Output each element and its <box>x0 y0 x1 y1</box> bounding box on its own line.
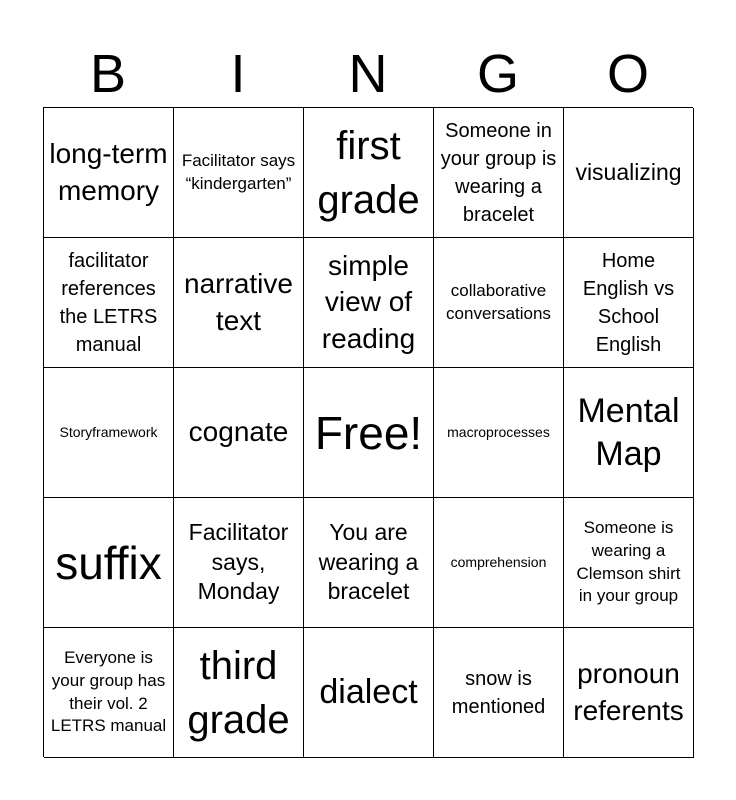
bingo-cell[interactable]: dialect <box>304 628 434 758</box>
bingo-cell[interactable]: Mental Map <box>564 368 694 498</box>
bingo-cell[interactable]: pronoun referents <box>564 628 694 758</box>
bingo-cell[interactable]: third grade <box>174 628 304 758</box>
bingo-cell[interactable]: You are wearing a bracelet <box>304 498 434 628</box>
bingo-board <box>43 107 693 757</box>
header-letter-b: B <box>89 44 127 104</box>
bingo-cell[interactable]: visualizing <box>564 108 694 238</box>
header-letter-g: G <box>476 44 519 104</box>
bingo-cell[interactable]: Home English vs School English <box>564 238 694 368</box>
bingo-cell[interactable]: first grade <box>304 108 434 238</box>
bingo-cell[interactable]: cognate <box>174 368 304 498</box>
bingo-cell[interactable]: Facilitator says, Monday <box>174 498 304 628</box>
bingo-cell[interactable]: Storyframework <box>44 368 174 498</box>
bingo-cell[interactable]: suffix <box>44 498 174 628</box>
bingo-cell[interactable]: Someone is wearing a Clemson shirt in your group <box>564 498 694 628</box>
bingo-cell[interactable]: simple view of reading <box>304 238 434 368</box>
bingo-cell[interactable]: comprehension <box>434 498 564 628</box>
bingo-cell[interactable]: collaborative conversations <box>434 238 564 368</box>
bingo-header <box>43 44 693 104</box>
bingo-cell[interactable]: snow is mentioned <box>434 628 564 758</box>
bingo-cell[interactable]: macroprocesses <box>434 368 564 498</box>
header-letter-n: N <box>348 44 388 104</box>
free-space[interactable]: Free! <box>304 368 434 498</box>
bingo-cell[interactable]: Everyone is your group has their vol. 2 LETRS manual <box>44 628 174 758</box>
bingo-cell[interactable]: facilitator references the LETRS manual <box>44 238 174 368</box>
bingo-cell[interactable]: Facilitator says “kindergarten” <box>174 108 304 238</box>
header-letter-o: O <box>606 44 649 104</box>
bingo-cell[interactable]: narrative text <box>174 238 304 368</box>
bingo-cell[interactable]: Someone in your group is wearing a bracelet <box>434 108 564 238</box>
bingo-cell[interactable]: long-term memory <box>44 108 174 238</box>
header-letter-i: I <box>230 44 246 104</box>
